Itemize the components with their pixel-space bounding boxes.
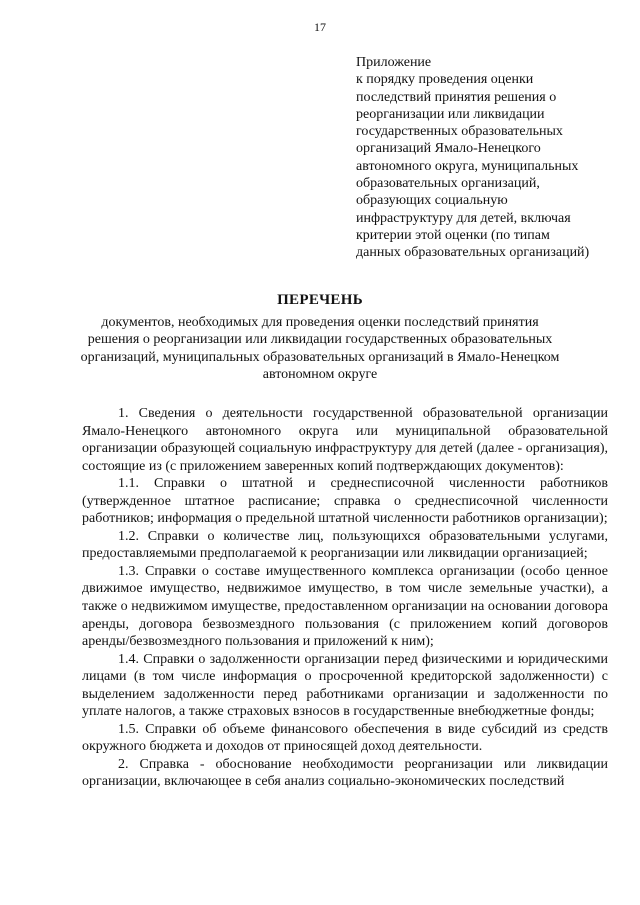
appendix-header: [356, 54, 626, 262]
item-1-5: 1.5. Справки об объеме финансового обеспечения в виде субсидий из средств окружного бюджета и доходов от приносящей доход деятельности.: [82, 721, 608, 755]
subtitle-line: документов, необходимых для проведения оценки последствий принятия: [101, 315, 539, 330]
appendix-line: последствий принятия решения о: [356, 89, 557, 105]
appendix-line: государственных образовательных: [356, 124, 563, 140]
item-1-4: 1.4. Справки о задолженности организации перед физическими и юридическими лицами (в том числе информация о просроченной кредиторской задолженности) с выделением задолженности перед работниками организации и задолженности по уплате налогов, а также страховых взносов в государственные внебюджетные фонды;: [82, 651, 608, 720]
appendix-line: образовательных организаций,: [356, 176, 540, 192]
document-body: [82, 405, 608, 791]
subtitle-line: решения о реорганизации или ликвидации государственных образовательных: [87, 332, 553, 348]
appendix-line: автономного округа, муниципальных: [356, 158, 579, 174]
item-1: 1. Сведения о деятельности государственной образовательной организации Ямало-Ненецкого автономного округа или муниципальной образовательной организации образующей социальную инфраструктуру для детей (далее - организация), состоящие из (с приложением заверенных копий подтверждающих документов):: [82, 406, 608, 474]
page-number: 17: [314, 20, 326, 34]
appendix-line: критерии этой оценки (по типам: [356, 227, 550, 243]
document-subtitle: [70, 314, 570, 384]
item-2: 2. Справка - обоснование необходимости реорганизации или ликвидации организации, включающее в себя анализ социально-экономических последствий: [82, 756, 608, 790]
document-title: ПЕРЕЧЕНЬ: [277, 292, 363, 308]
item-1-3: 1.3. Справки о составе имущественного комплекса организации (особо ценное движимое имущество, недвижимое имущество, в том числе земельные участки), а также о недвижимом имуществе, предоставленном организации на основании договора аренды, договора безвозмездного пользования (с приложением копий договоров аренды/безвозмездного пользования и приложений к ним);: [82, 563, 608, 650]
item-1-2: 1.2. Справки о количестве лиц, пользующихся образовательными услугами, предоставляемыми предполагаемой к реорганизации или ликвидации организацией;: [82, 528, 608, 562]
appendix-line: данных образовательных организаций): [356, 245, 590, 261]
appendix-line: реорганизации или ликвидации: [356, 106, 545, 122]
appendix-line: Приложение: [356, 55, 432, 70]
subtitle-line: организаций, муниципальных образовательных организаций в Ямало-Ненецком: [80, 349, 560, 365]
subtitle-line: автономном округе: [262, 367, 378, 383]
appendix-line: к порядку проведения оценки: [356, 72, 534, 88]
item-1-1: 1.1. Справки о штатной и среднесписочной численности работников (утвержденное штатное расписание; справка о среднесписочной численности работников; информация о предельной штатной численности работников организации);: [82, 476, 608, 527]
appendix-line: образующих социальную: [356, 193, 508, 209]
appendix-line: организаций Ямало-Ненецкого: [356, 141, 541, 157]
appendix-line: инфраструктуру для детей, включая: [356, 210, 571, 226]
